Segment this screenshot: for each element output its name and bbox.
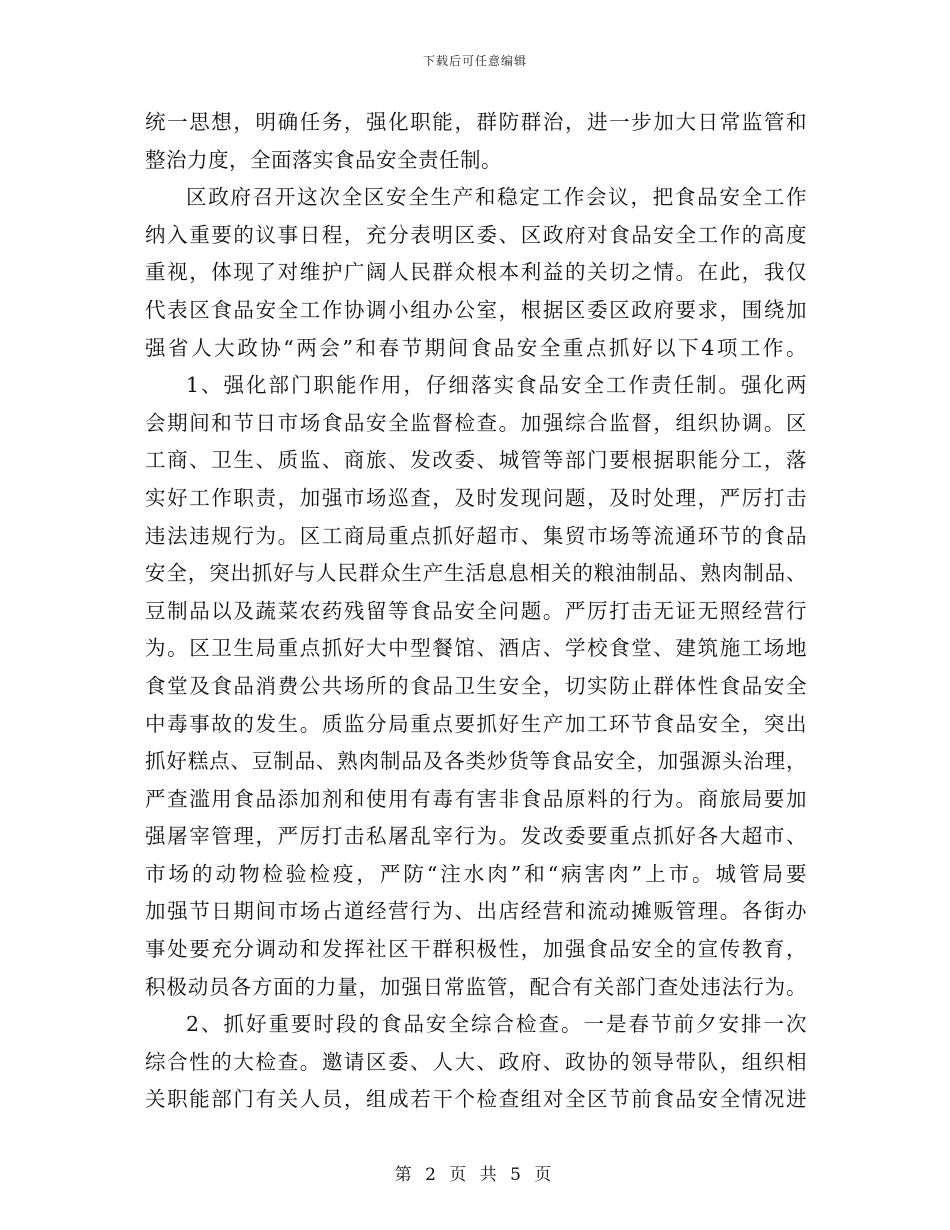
text-line: 整治力度，全面落实食品安全责任制。	[145, 147, 502, 172]
text-line: 强省人大政协“两会”和春节期间食品安全重点抓好以下4项工作。	[145, 335, 807, 360]
text-line: 关职能部门有关人员，组成若干个检查组对全区节前食品安全情况进	[145, 1087, 807, 1112]
text-line: 区政府召开这次全区安全生产和稳定工作会议，把食品安全工作	[186, 185, 807, 210]
text-line: 2、抓好重要时段的食品安全综合检查。一是春节前夕安排一次	[186, 1012, 807, 1037]
text-line: 强屠宰管理，严厉打击私屠乱宰行为。发改委要重点抓好各大超市、	[145, 824, 807, 849]
text-line: 重视，体现了对维护广阔人民群众根本利益的关切之情。在此，我仅	[145, 260, 807, 285]
text-line: 1、强化部门职能作用，仔细落实食品安全工作责任制。强化两	[186, 373, 807, 398]
text-line: 豆制品以及蔬菜农药残留等食品安全问题。严厉打击无证无照经营行	[145, 598, 807, 623]
text-line: 代表区食品安全工作协调小组办公室，根据区委区政府要求，围绕加	[145, 297, 807, 322]
document-body	[145, 104, 807, 1119]
text-line: 综合性的大检查。邀请区委、人大、政府、政协的领导带队，组织相	[145, 1049, 807, 1074]
page-header	[0, 52, 950, 69]
page-number: 第 2 页 共 5 页	[394, 1165, 556, 1185]
text-line: 违法违规行为。区工商局重点抓好超市、集贸市场等流通环节的食品	[145, 523, 807, 548]
paragraph	[145, 179, 807, 367]
page-footer	[0, 1160, 950, 1185]
text-line: 抓好糕点、豆制品、熟肉制品及各类炒货等食品安全，加强源头治理，	[145, 749, 807, 774]
paragraph	[145, 104, 807, 179]
text-line: 市场的动物检验检疫，严防“注水肉”和“病害肉”上市。城管局要	[145, 861, 807, 886]
text-line: 食堂及食品消费公共场所的食品卫生安全，切实防止群体性食品安全	[145, 673, 807, 698]
text-line: 积极动员各方面的力量，加强日常监管，配合有关部门查处违法行为。	[145, 974, 807, 999]
text-line: 安全，突出抓好与人民群众生产生活息息相关的粮油制品、熟肉制品、	[145, 561, 807, 586]
text-line: 统一思想，明确任务，强化职能，群防群治，进一步加大日常监管和	[145, 110, 807, 134]
text-line: 实好工作职责，加强市场巡查，及时发现问题，及时处理，严厉打击	[145, 485, 807, 510]
paragraph	[145, 367, 807, 1006]
text-line: 为。区卫生局重点抓好大中型餐馆、酒店、学校食堂、建筑施工场地	[145, 636, 807, 661]
text-line: 严查滥用食品添加剂和使用有毒有害非食品原料的行为。商旅局要加	[145, 786, 807, 811]
text-line: 工商、卫生、质监、商旅、发改委、城管等部门要根据职能分工，落	[145, 448, 807, 473]
text-line: 纳入重要的议事日程，充分表明区委、区政府对食品安全工作的高度	[145, 222, 807, 247]
text-line: 事处要充分调动和发挥社区干群积极性，加强食品安全的宣传教育，	[145, 937, 807, 962]
header-note: 下载后可任意编辑	[422, 54, 527, 68]
text-line: 中毒事故的发生。质监分局重点要抓好生产加工环节食品安全，突出	[145, 711, 807, 736]
paragraph	[145, 1006, 807, 1119]
text-line: 会期间和节日市场食品安全监督检查。加强综合监督，组织协调。区	[145, 410, 807, 435]
text-line: 加强节日期间市场占道经营行为、出店经营和流动摊贩管理。各街办	[145, 899, 807, 924]
